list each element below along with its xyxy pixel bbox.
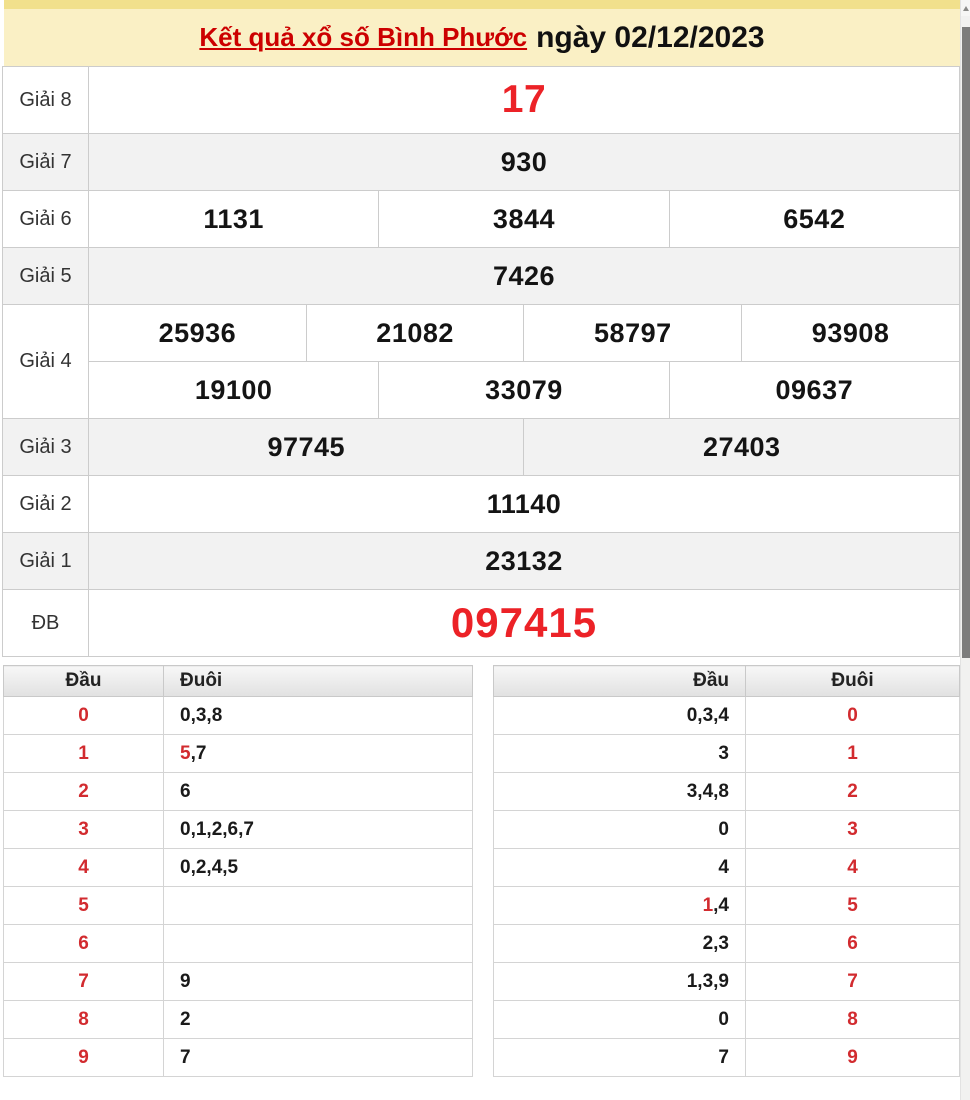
scroll-up-arrow-icon[interactable]: [961, 0, 970, 16]
table-row-giai6: [3, 191, 960, 248]
prize-label: Giải 6: [3, 191, 89, 248]
dau-duoi-section: [3, 665, 960, 1077]
prize-value: 58797: [524, 305, 742, 362]
prize-value: 097415: [89, 590, 960, 657]
dau-values: [494, 811, 746, 849]
table-row: [4, 963, 473, 1001]
column-header-dau: Đầu: [494, 666, 746, 697]
table-header-row: [494, 666, 960, 697]
dau-values: [494, 1039, 746, 1077]
results-table: [2, 66, 960, 657]
dau-values: [494, 925, 746, 963]
dau-digit: 7: [4, 963, 164, 1001]
prize-value: 7426: [89, 248, 960, 305]
duoi-digit: 1: [746, 735, 960, 773]
duoi-values: [164, 925, 473, 963]
title-link[interactable]: Kết quả xổ số Bình Phước: [199, 22, 528, 52]
table-row: [4, 773, 473, 811]
table-row: [494, 811, 960, 849]
duoi-values: [164, 963, 473, 1001]
table-row: [4, 735, 473, 773]
table-row: [494, 963, 960, 1001]
duoi-rest: 9: [180, 970, 191, 992]
prize-value: 1131: [89, 191, 379, 248]
prize-value: 25936: [89, 305, 307, 362]
dau-digit: 9: [4, 1039, 164, 1077]
duoi-values: [164, 735, 473, 773]
prize-value: 93908: [742, 305, 960, 362]
table-row: [4, 1001, 473, 1039]
dau-values: [494, 1001, 746, 1039]
duoi-digit: 7: [746, 963, 960, 1001]
table-row-giai5: [3, 248, 960, 305]
duoi-highlight: 5: [180, 742, 191, 764]
prize-value: 6542: [669, 191, 959, 248]
prize-label: Giải 3: [3, 419, 89, 476]
dau-duoi-table-right: [493, 665, 960, 1077]
duoi-rest: 0,3,8: [180, 704, 223, 726]
prize-label: Giải 2: [3, 476, 89, 533]
table-row-giai2: [3, 476, 960, 533]
column-header-duoi: Đuôi: [746, 666, 960, 697]
table-row: [4, 1039, 473, 1077]
dau-values: [494, 735, 746, 773]
table-row: [494, 773, 960, 811]
dau-digit: 1: [4, 735, 164, 773]
dau-rest: 1,3,9: [686, 970, 729, 992]
dau-digit: 8: [4, 1001, 164, 1039]
vertical-scrollbar[interactable]: [960, 0, 970, 1100]
table-row-db: [3, 590, 960, 657]
duoi-values: [164, 1001, 473, 1039]
duoi-digit: 2: [746, 773, 960, 811]
scrollbar-thumb[interactable]: [962, 27, 970, 658]
prize-value: 97745: [89, 419, 524, 476]
page-title: [4, 0, 960, 66]
table-row: [494, 1001, 960, 1039]
prize-value: 19100: [89, 362, 379, 419]
prize-value: 17: [89, 67, 960, 134]
dau-rest: ,4: [713, 894, 729, 916]
duoi-rest: 0,1,2,6,7: [180, 818, 254, 840]
duoi-values: [164, 1039, 473, 1077]
prize-value: 09637: [669, 362, 959, 419]
dau-rest: 2,3: [702, 932, 729, 954]
duoi-digit: 0: [746, 697, 960, 735]
table-row-giai7: [3, 134, 960, 191]
duoi-values: [164, 697, 473, 735]
dau-digit: 4: [4, 849, 164, 887]
table-row: [494, 849, 960, 887]
dau-duoi-table-left: [3, 665, 473, 1077]
dau-digit: 2: [4, 773, 164, 811]
table-row-giai4b: [3, 362, 960, 419]
duoi-digit: 3: [746, 811, 960, 849]
duoi-values: [164, 887, 473, 925]
prize-value: 3844: [379, 191, 669, 248]
dau-rest: 0: [718, 1008, 729, 1030]
table-header-row: [4, 666, 473, 697]
prize-label: Giải 1: [3, 533, 89, 590]
column-header-duoi: Đuôi: [164, 666, 473, 697]
table-row: [494, 735, 960, 773]
duoi-rest: 0,2,4,5: [180, 856, 239, 878]
duoi-values: [164, 773, 473, 811]
dau-rest: 0,3,4: [686, 704, 729, 726]
prize-label: ĐB: [3, 590, 89, 657]
column-header-dau: Đầu: [4, 666, 164, 697]
dau-digit: 5: [4, 887, 164, 925]
page-content: [2, 0, 960, 1077]
table-row: [494, 697, 960, 735]
prize-value: 11140: [89, 476, 960, 533]
dau-rest: 3,4,8: [686, 780, 729, 802]
prize-value: 23132: [89, 533, 960, 590]
duoi-digit: 8: [746, 1001, 960, 1039]
table-row-giai1: [3, 533, 960, 590]
table-row: [4, 887, 473, 925]
duoi-rest: 2: [180, 1008, 191, 1030]
duoi-values: [164, 849, 473, 887]
prize-label: Giải 7: [3, 134, 89, 191]
table-row-giai4a: [3, 305, 960, 362]
dau-rest: 3: [718, 742, 729, 764]
prize-value: 33079: [379, 362, 669, 419]
duoi-values: [164, 811, 473, 849]
dau-digit: 6: [4, 925, 164, 963]
prize-value: 27403: [524, 419, 960, 476]
table-row: [4, 925, 473, 963]
prize-label: Giải 8: [3, 67, 89, 134]
table-row: [4, 811, 473, 849]
prize-label: Giải 4: [3, 305, 89, 419]
dau-rest: 7: [718, 1046, 729, 1068]
table-row: [494, 887, 960, 925]
dau-values: [494, 697, 746, 735]
dau-values: [494, 849, 746, 887]
duoi-rest: ,7: [190, 742, 207, 764]
table-row: [4, 697, 473, 735]
dau-values: [494, 887, 746, 925]
title-date: ngày 02/12/2023: [536, 20, 765, 54]
duoi-rest: 6: [180, 780, 191, 802]
duoi-digit: 5: [746, 887, 960, 925]
table-row: [494, 1039, 960, 1077]
prize-value: 930: [89, 134, 960, 191]
dau-rest: 4: [718, 856, 729, 878]
table-row-giai8: [3, 67, 960, 134]
duoi-digit: 9: [746, 1039, 960, 1077]
duoi-digit: 6: [746, 925, 960, 963]
dau-rest: 0: [718, 818, 729, 840]
dau-digit: 0: [4, 697, 164, 735]
dau-digit: 3: [4, 811, 164, 849]
duoi-rest: 7: [180, 1046, 191, 1068]
prize-label: Giải 5: [3, 248, 89, 305]
dau-values: [494, 773, 746, 811]
prize-value: 21082: [306, 305, 524, 362]
duoi-digit: 4: [746, 849, 960, 887]
dau-highlight: 1: [702, 894, 714, 916]
table-row: [494, 925, 960, 963]
table-row: [4, 849, 473, 887]
table-row-giai3: [3, 419, 960, 476]
dau-values: [494, 963, 746, 1001]
